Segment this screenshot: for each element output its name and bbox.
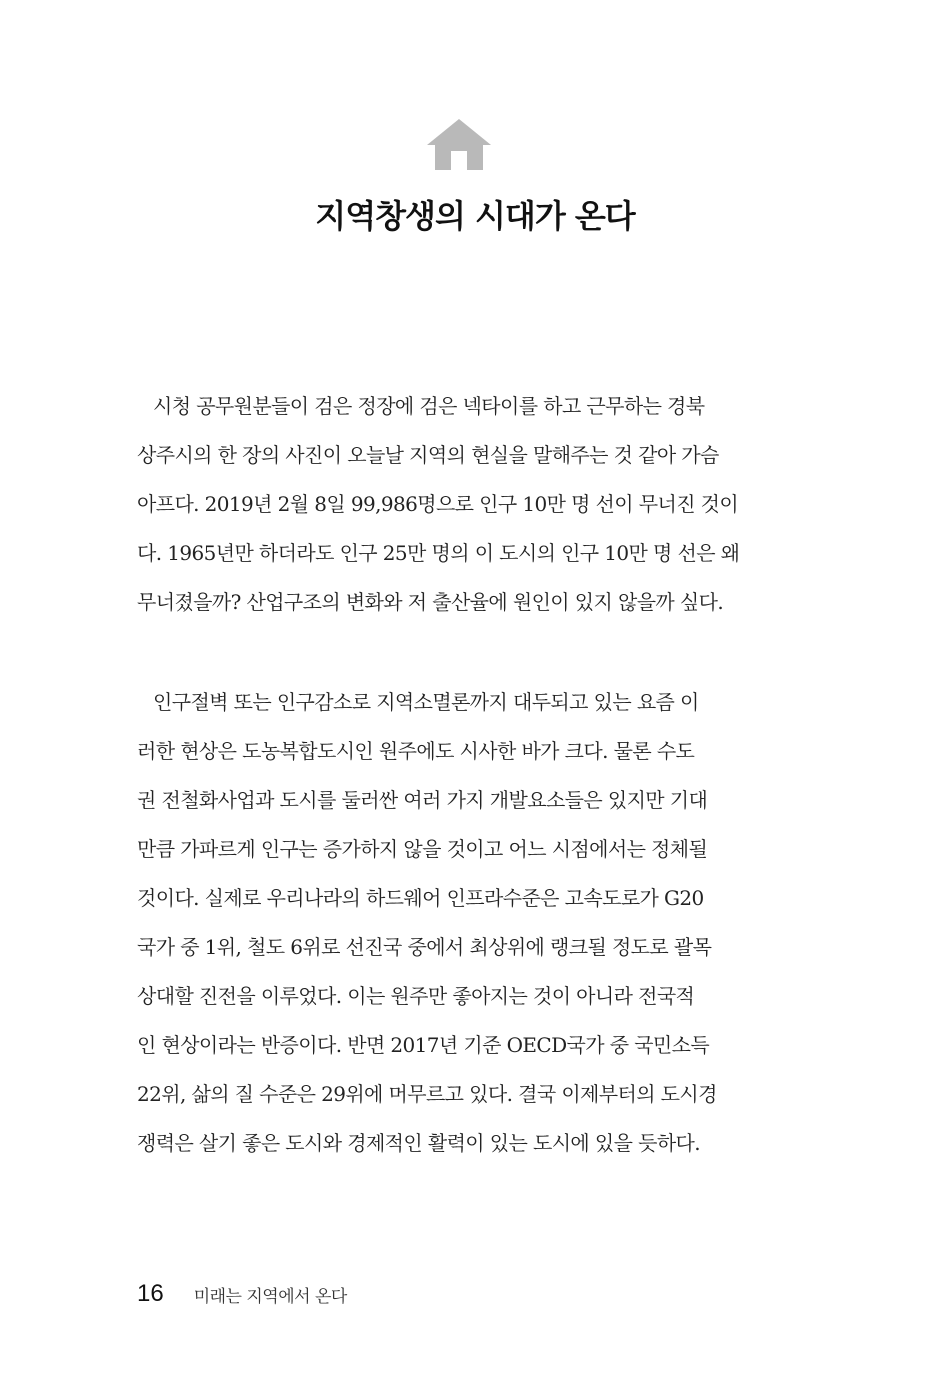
text-line: 아프다. 2019년 2월 8일 99,986명으로 인구 10만 명 선이 무너진 것이 xyxy=(137,492,739,516)
text-line: 것이다. 실제로 우리나라의 하드웨어 인프라수준은 고속도로가 G20 xyxy=(137,886,704,910)
house-icon xyxy=(425,117,493,171)
page-footer xyxy=(137,1276,347,1312)
text-line: 무너졌을까? 산업구조의 변화와 저 출산율에 원인이 있지 않을까 싶다. xyxy=(137,590,724,614)
page-number: 16 xyxy=(137,1280,164,1307)
text-line: 권 전철화사업과 도시를 둘러싼 여러 가지 개발요소들은 있지만 기대 xyxy=(137,788,708,812)
text-line: 국가 중 1위, 철도 6위로 선진국 중에서 최상위에 랭크될 정도로 괄목 xyxy=(137,935,712,959)
text-line: 쟁력은 살기 좋은 도시와 경제적인 활력이 있는 도시에 있을 듯하다. xyxy=(137,1131,701,1155)
text-line: 인 현상이라는 반증이다. 반면 2017년 기준 OECD국가 중 국민소득 xyxy=(137,1033,710,1057)
text-line: 만큼 가파르게 인구는 증가하지 않을 것이고 어느 시점에서는 정체될 xyxy=(137,837,708,861)
text-line: 상대할 진전을 이루었다. 이는 원주만 좋아지는 것이 아니라 전국적 xyxy=(137,984,695,1008)
text-line: 러한 현상은 도농복합도시인 원주에도 시사한 바가 크다. 물론 수도 xyxy=(137,739,695,763)
text-line: 다. 1965년만 하더라도 인구 25만 명의 이 도시의 인구 10만 명 선은 왜 xyxy=(137,541,740,565)
text-line: 22위, 삶의 질 수준은 29위에 머무르고 있다. 결국 이제부터의 도시경 xyxy=(137,1082,717,1106)
text-line: 인구절벽 또는 인구감소로 지역소멸론까지 대두되고 있는 요즘 이 xyxy=(153,690,699,714)
text-line: 시청 공무원분들이 검은 정장에 검은 넥타이를 하고 근무하는 경북 xyxy=(153,394,705,418)
text-line: 상주시의 한 장의 사진이 오늘날 지역의 현실을 말해주는 것 같아 가슴 xyxy=(137,443,719,467)
paragraph-2 xyxy=(137,678,787,1168)
running-title: 미래는 지역에서 온다 xyxy=(193,1286,347,1307)
paragraph-1 xyxy=(137,382,787,627)
chapter-title: 지역창생의 시대가 온다 xyxy=(315,197,635,235)
